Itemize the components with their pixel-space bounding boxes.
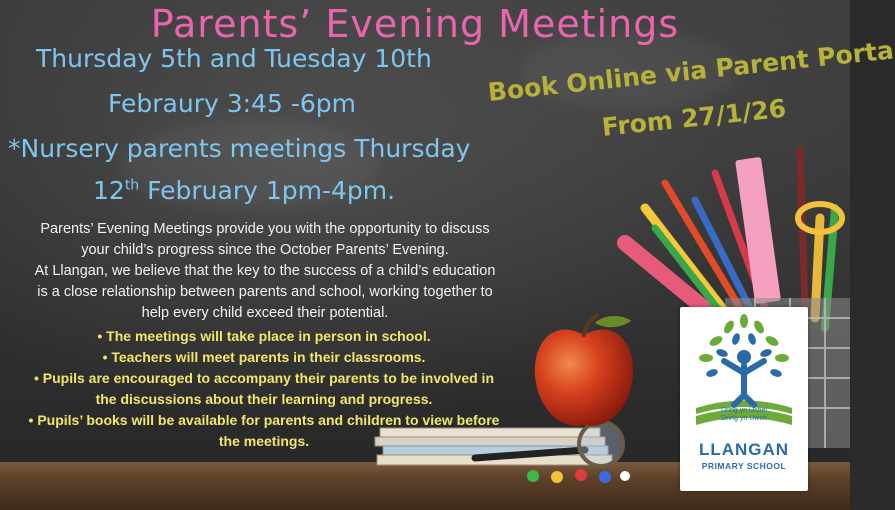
info-paragraph-line: your child’s progress since the October Parents’ Evening. bbox=[81, 242, 449, 258]
info-paragraph-line: Parents’ Evening Meetings provide you with the opportunity to discuss bbox=[40, 221, 490, 237]
nursery-day-suffix: th bbox=[124, 177, 140, 194]
logo-motto-2: Dring yn Uwch bbox=[721, 415, 767, 422]
info-paragraph-line: help every child exceed their potential. bbox=[141, 305, 389, 321]
bullet-item: • Pupils are encouraged to accompany their parents to be involved in bbox=[33, 370, 494, 386]
booking-line-2: From 27/1/26 bbox=[600, 93, 788, 142]
bullet-item: • The meetings will take place in person in school. bbox=[97, 328, 431, 344]
nursery-line: *Nursery parents meetings Thursday bbox=[8, 134, 471, 163]
bullet-item-continued: the meetings. bbox=[218, 433, 310, 449]
bullet-item: • Pupils’ books will be available for parents and children to view before bbox=[28, 412, 500, 428]
dates-line-2: Febraury 3:45 -6pm bbox=[108, 89, 356, 118]
school-type: PRIMARY SCHOOL bbox=[701, 461, 787, 471]
booking-line-1: Book Online via Parent Porta bbox=[486, 35, 895, 107]
school-name: LLANGAN bbox=[698, 440, 790, 459]
info-paragraph-line: is a close relationship between parents and school, working together to bbox=[37, 284, 493, 300]
school-logo bbox=[680, 307, 808, 491]
info-paragraph-line: At Llangan, we believe that the key to the success of a child’s education bbox=[34, 263, 496, 279]
logo-motto-1: Dring yn Uchel bbox=[721, 407, 767, 414]
nursery-day: 12 bbox=[93, 176, 125, 205]
poster-title: Parents’ Evening Meetings bbox=[150, 2, 680, 46]
bullet-item-continued: the discussions about their learning and progress. bbox=[95, 391, 433, 407]
nursery-date-rest: February 1pm-4pm. bbox=[139, 176, 396, 205]
pushpins-image bbox=[525, 466, 635, 486]
dates-line-1: Thursday 5th and Tuesday 10th bbox=[36, 44, 432, 73]
nursery-date-line bbox=[93, 176, 395, 205]
bullet-item: • Teachers will meet parents in their classrooms. bbox=[102, 349, 426, 365]
